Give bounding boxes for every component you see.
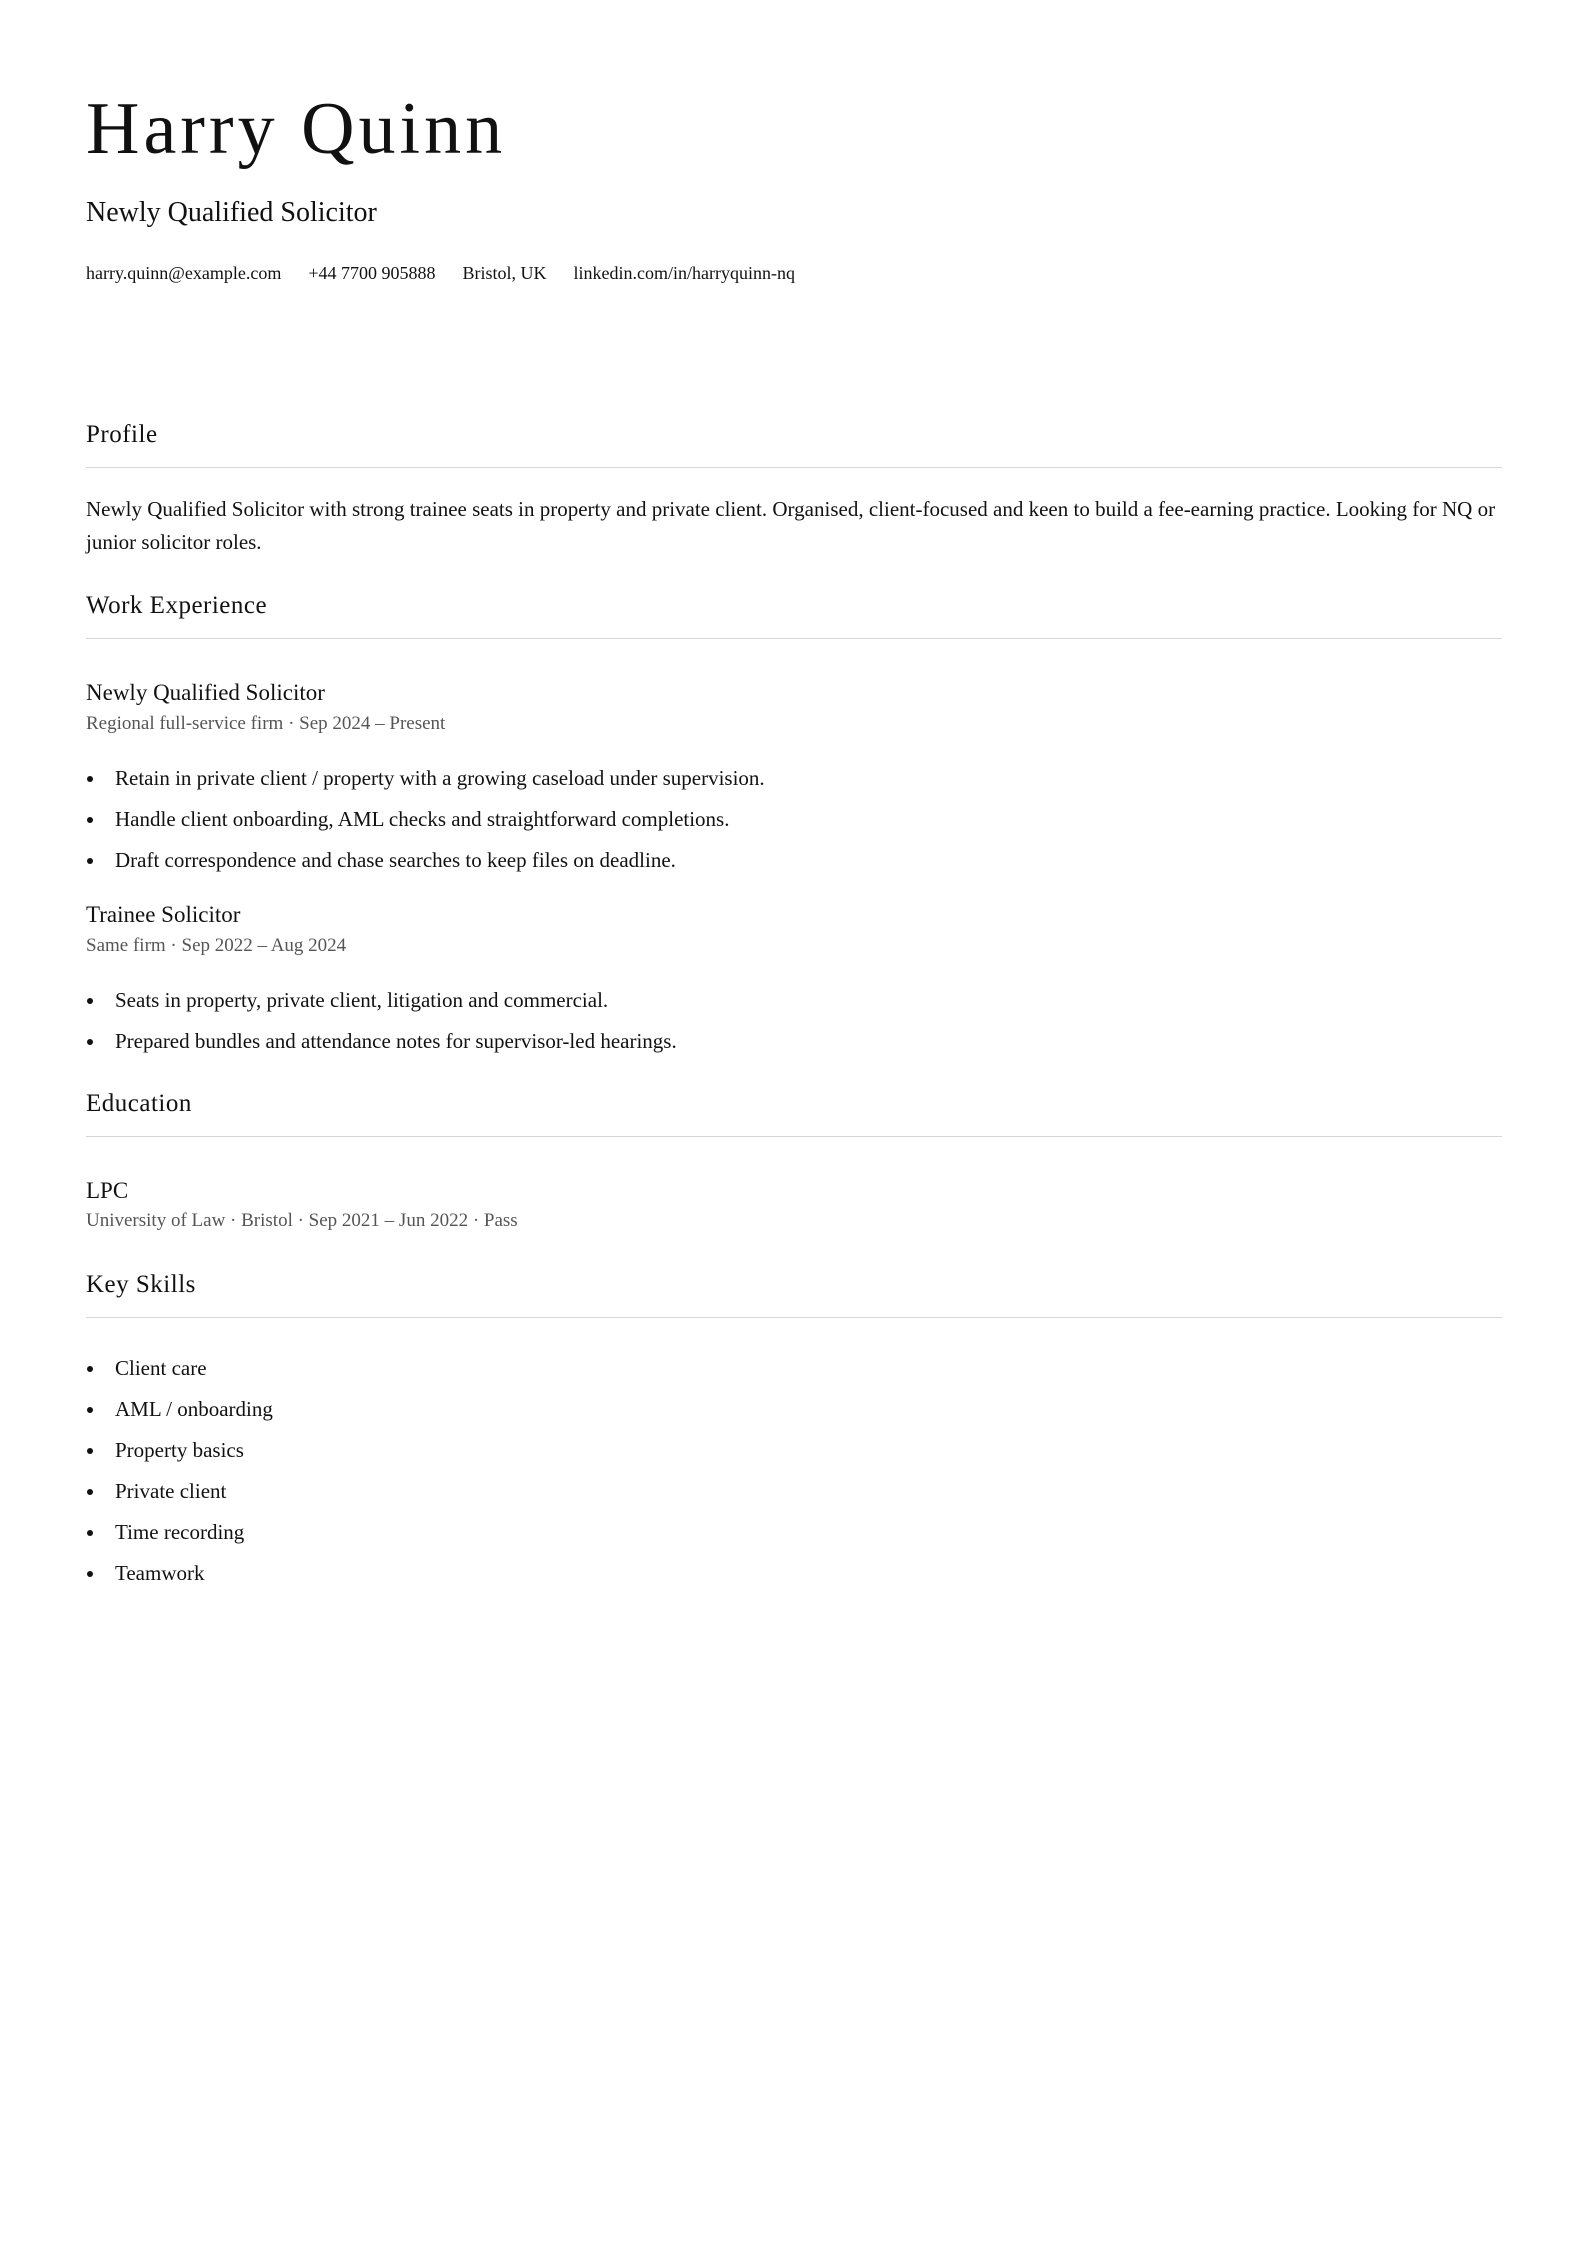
section-title-skills: Key Skills bbox=[86, 1271, 196, 1298]
contact-phone: +44 7700 905888 bbox=[308, 263, 436, 283]
section-divider bbox=[86, 638, 1502, 639]
list-item: AML / onboarding bbox=[86, 1394, 273, 1435]
section-title-experience: Work Experience bbox=[86, 592, 268, 619]
section-title-education: Education bbox=[86, 1090, 192, 1117]
list-item: Prepared bundles and attendance notes for supervisor-led hearings. bbox=[86, 1026, 677, 1067]
section-divider bbox=[86, 467, 1502, 468]
job-title: Trainee Solicitor bbox=[86, 902, 241, 927]
contact-location: Bristol, UK bbox=[462, 263, 547, 283]
contact-linkedin: linkedin.com/in/harryquinn-nq bbox=[573, 263, 795, 283]
list-item: Seats in property, private client, litigation and commercial. bbox=[86, 985, 677, 1026]
job-bullets bbox=[86, 985, 677, 1067]
list-item: Time recording bbox=[86, 1517, 273, 1558]
section-divider bbox=[86, 1317, 1502, 1318]
list-item: Handle client onboarding, AML checks and straightforward completions. bbox=[86, 804, 765, 845]
section-title-profile: Profile bbox=[86, 421, 158, 448]
contact-email: harry.quinn@example.com bbox=[86, 263, 282, 283]
list-item: Retain in private client / property with a growing caseload under supervision. bbox=[86, 763, 765, 804]
job-bullets bbox=[86, 763, 765, 886]
list-item: Private client bbox=[86, 1476, 273, 1517]
candidate-name: Harry Quinn bbox=[86, 88, 507, 170]
contact-line bbox=[86, 263, 795, 284]
list-item: Property basics bbox=[86, 1435, 273, 1476]
list-item: Client care bbox=[86, 1353, 273, 1394]
education-title: LPC bbox=[86, 1178, 129, 1203]
list-item: Draft correspondence and chase searches to keep files on deadline. bbox=[86, 845, 765, 886]
education-meta: University of Law · Bristol · Sep 2021 – Jun 2022 · Pass bbox=[86, 1210, 518, 1231]
profile-summary: Newly Qualified Solicitor with strong trainee seats in property and private client. Organised, client-focused and keen to build a fee-earning practice. Looking for NQ or junior solicitor roles. bbox=[86, 497, 1496, 554]
candidate-headline: Newly Qualified Solicitor bbox=[86, 197, 377, 228]
job-meta: Regional full-service firm · Sep 2024 – Present bbox=[86, 713, 446, 734]
job-meta: Same firm · Sep 2022 – Aug 2024 bbox=[86, 935, 347, 956]
job-title: Newly Qualified Solicitor bbox=[86, 680, 325, 705]
skills-list bbox=[86, 1353, 273, 1599]
list-item: Teamwork bbox=[86, 1558, 273, 1599]
section-divider bbox=[86, 1136, 1502, 1137]
